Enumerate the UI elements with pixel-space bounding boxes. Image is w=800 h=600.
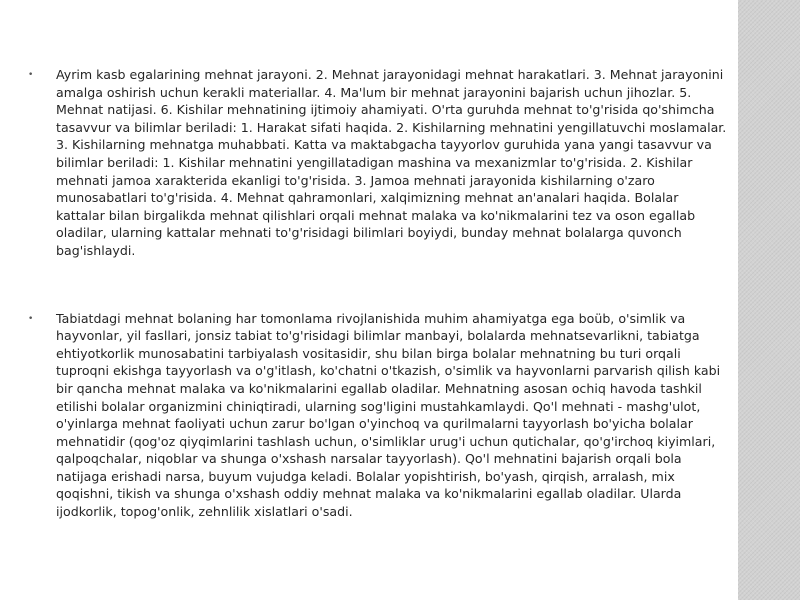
bullet-text: Ayrim kasb egalarining mehnat jarayoni. 2. Mehnat jarayonidagi mehnat harakatlari. 3. Mehnat jarayonini amalga oshirish uchun kerakli materiallar. 4. Ma'lum bir mehnat jarayonini bajarish uchun jihozlar. 5. Mehnat natijasi. 6. Kishilar mehnatining ijtimoiy ahamiyati. O'rta guruhda mehnat to'g'risida qo'shimcha tasavvur va bilimlar beriladi: 1. Harakat sifati haqida. 2. Kishilarning mehnatini yengillatuvchi moslamalar. 3. Kishilarning mehnatga muhabbati. Katta va maktabgacha tayyorlov guruhida yana yangi tasavvur va bilimlar beriladi: 1. Kishilar mehnatini yengillatadigan mashina va mexanizmlar to'g'risida. 2. Kishilar mehnati jamoa xarakterida ekanligi to'g'risida. 3. Jamoa mehnati jarayonida kishilarning o'zaro munosabatlari to'g'risida. 4. Mehnat qahramonlari, xalqimizning mehnat an'analari haqida. Bolalar kattalar bilan birgalikda mehnat qilishlari orqali mehnat malaka va ko'nikmalarini tez va oson egallab oladilar, ularning kattalar mehnati to'g'risidagi bilimlari boyiydi, bunday mehnat bolalarga quvonch bag'ishlaydi. bbox=[56, 67, 727, 258]
bullet-text: Tabiatdagi mehnat bolaning har tomonlama rivojlanishida muhim ahamiyatga ega boüb, o'simlik va hayvonlar, yil fasllari, jonsiz tabiat to'g'risidagi bilimlar manbayi, bolalarda mehnatsevarlikni, tabiatga ehtiyotkorlik munosabatini tarbiyalash vositasidir, shu bilan birga bolalar mehnatning bu turi orqali tuproqni ekishga tayyorlash va o'g'itlash, ko'chatni o'tkazish, o'simlik va hayvonlarni parvarish qilish kabi bir qancha mehnat malaka va ko'nikmalarini egallab oladilar. Mehnatning asosan ochiq havoda tashkil etilishi bolalar organizmini chiniqtiradi, ularning sog'ligini mustahkamlaydi. Qo'l mehnati - mashg'ulot, o'yinlarga mehnat faoliyati uchun zarur bo'lgan o'yinchoq va qurilmalarni tayyorlash bo'yicha bolalar mehnatidir (qog'oz qiyqimlarini tashlash uchun, o'simliklar urug'i uchun qutichalar, qo'g'irchoq kiyimlari, qalpoqchalar, niqoblar va shunga o'xshash narsalar tayyorlash). Qo'l mehnatini bajarish orqali bola natijaga erishadi narsa, buyum vujudga keladi. Bolalar yopishtirish, bo'yash, qirqish, arralash, mix qoqishni, tikish va shunga o'xshash oddiy mehnat malaka va ko'nikmalarini egallab oladilar. Ularda ijodkorlik, topog'onlik, zehnlilik xislatlari o'sadi. bbox=[56, 310, 721, 520]
decorative-side-panel bbox=[738, 0, 800, 600]
bullet-list bbox=[28, 66, 728, 521]
bullet-item bbox=[28, 310, 728, 521]
bullet-item bbox=[28, 66, 728, 260]
bullet-marker-icon: • bbox=[28, 70, 34, 80]
bullet-marker-icon: • bbox=[28, 313, 34, 324]
